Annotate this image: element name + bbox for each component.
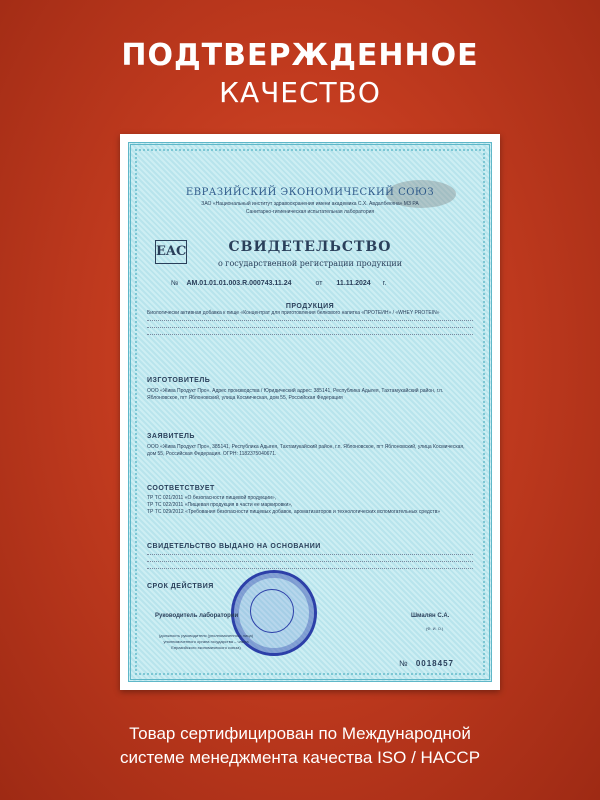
certificate-sheet xyxy=(128,142,492,682)
number-row xyxy=(171,280,386,287)
lab-name: Санитарно-гигиеническая испытательная лаборатория xyxy=(245,209,375,215)
conforms-line: ТР ТС 029/2012 «Требования безопасности пищевых добавок, ароматизаторов и технологических вспомогательных средств» xyxy=(147,509,441,515)
product-text: Биологически активная добавка к пище «Концентрат для приготовления белкового напитка «ПРОТЕИН» / «WHEY PROTEIN» xyxy=(147,310,440,316)
number-prefix: № xyxy=(171,280,179,287)
date-prefix: от xyxy=(315,280,323,287)
basis-section xyxy=(147,543,473,569)
head-label: Руководитель лаборатории xyxy=(155,613,239,619)
product-section xyxy=(147,303,473,335)
serial-number: 0018457 xyxy=(415,659,454,668)
manufacturer-text: ООО «Жива Продукт Про». Адрес производства / Юридический адрес: 385141, Республика Адыгея, Тахтамукайский район, г.п. Яблоновское, пгт Яблоновский, улица Космическая, дом 55, Российская Федерация xyxy=(147,388,444,401)
sign-caption: (должность руководителя (уполномоченного лица) уполномоченного органа государства – члена Евразийского экономического союза) xyxy=(158,633,254,650)
product-label: ПРОДУКЦИЯ xyxy=(285,303,335,310)
certificate-image xyxy=(120,134,500,690)
certificate-number: AM.01.01.01.003.R.000743.11.24 xyxy=(186,280,292,287)
footer-line: системе менеджмента качества ISO / HACCP xyxy=(119,748,481,767)
manufacturer-label: ИЗГОТОВИТЕЛЬ xyxy=(147,377,211,384)
footer-text xyxy=(0,722,600,770)
head-name: Шмалян С.А. xyxy=(411,613,450,619)
certificate-date: 11.11.2024 xyxy=(336,280,371,287)
validity-label: СРОК ДЕЙСТВИЯ xyxy=(147,583,214,590)
institute-name: ЗАО «Национальный институт здравоохранения имени академика С.Х. Авдалбекяна» МЗ РА xyxy=(201,201,419,207)
certificate-title: СВИДЕТЕЛЬСТВО xyxy=(228,239,392,255)
serial-row xyxy=(399,659,454,668)
conforms-line: ТР ТС 021/2011 «О безопасности пищевой продукции», xyxy=(147,495,277,501)
basis-label: СВИДЕТЕЛЬСТВО ВЫДАНО НА ОСНОВАНИИ xyxy=(147,543,321,550)
eac-logo: EAC xyxy=(155,240,187,264)
manufacturer-section xyxy=(147,377,473,402)
conforms-line: ТР ТС 022/2011 «Пищевая продукция в части ее маркировки», xyxy=(147,502,293,508)
conforms-label: СООТВЕТСТВУЕТ xyxy=(147,485,215,492)
serial-prefix: № xyxy=(399,659,408,668)
footer-line: Товар сертифицирован по Международной xyxy=(129,724,471,743)
page-subtitle: КАЧЕСТВО xyxy=(219,76,381,109)
applicant-section xyxy=(147,433,473,458)
name-caption: (Ф. И. О.) xyxy=(426,626,444,631)
page-title: ПОДТВЕРЖДЕННОЕ xyxy=(121,38,479,73)
conforms-section xyxy=(147,485,473,516)
applicant-label: ЗАЯВИТЕЛЬ xyxy=(147,433,195,440)
union-name: ЕВРАЗИЙСКИЙ ЭКОНОМИЧЕСКИЙ СОЮЗ xyxy=(185,187,435,198)
certificate-subtitle: о государственной регистрации продукции xyxy=(217,259,403,268)
date-suffix: г. xyxy=(382,280,387,287)
applicant-text: ООО «Жива Продукт Про», 385141, Республика Адыгея, Тахтамукайский район, г.п. Яблоновское, пгт Яблоновский, улица Космическая, дом 55, Российская Федерация. ОГРН: 1182375040671. xyxy=(147,444,465,457)
